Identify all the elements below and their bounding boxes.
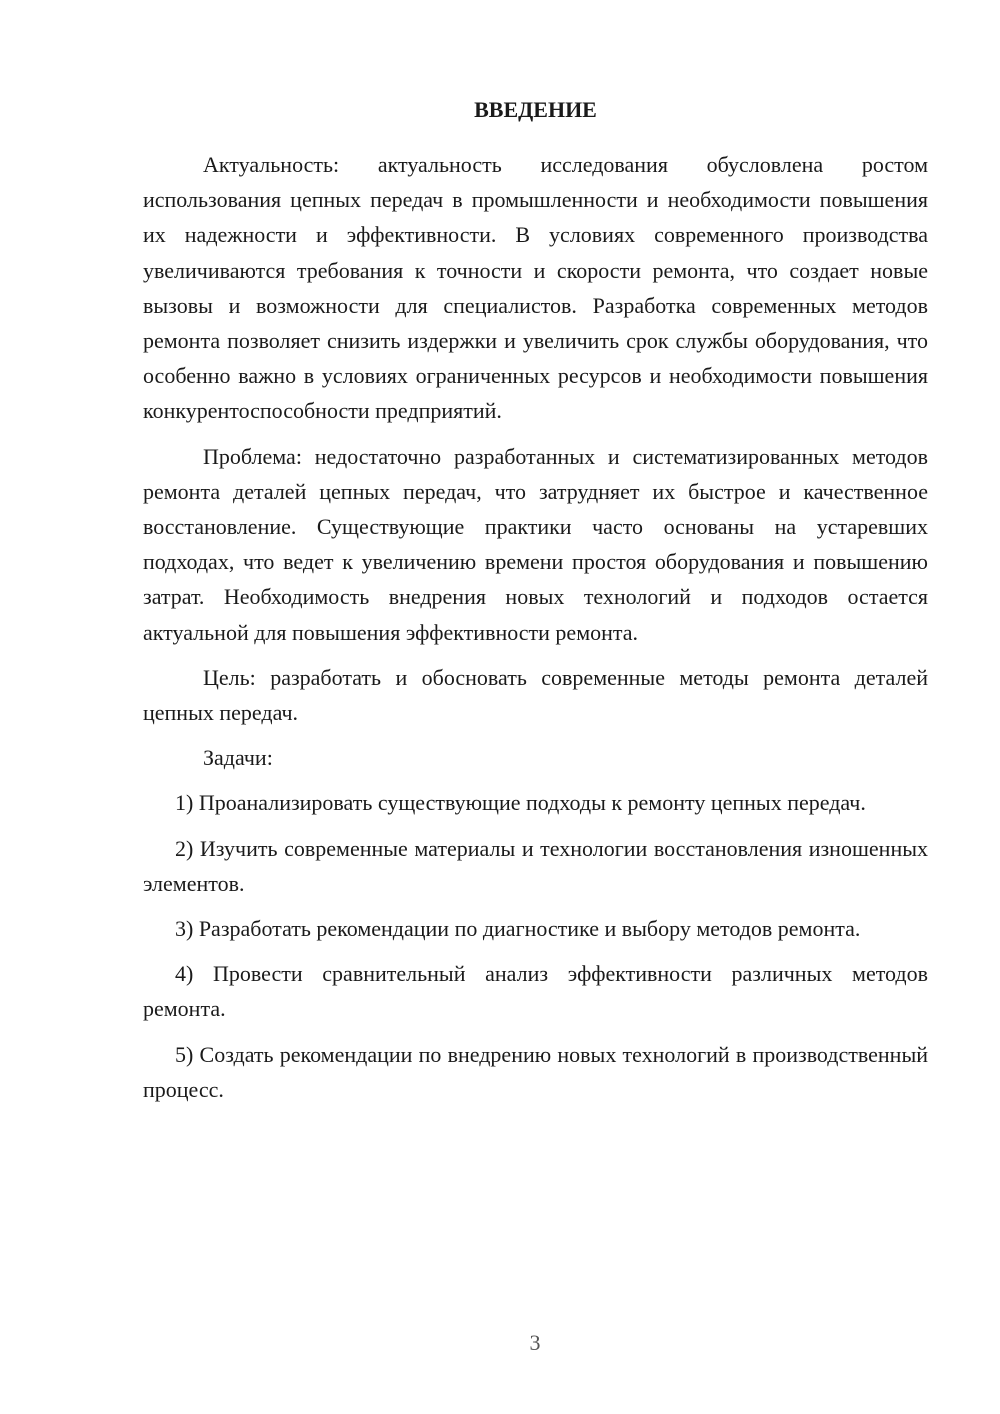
section-heading: ВВЕДЕНИЕ (474, 97, 597, 122)
task-item-5: 5) Создать рекомендации по внедрению новых технологий в производственный процесс. (143, 1041, 928, 1102)
task-item-4: 4) Провести сравнительный анализ эффективности различных методов ремонта. (143, 961, 928, 1022)
task-item-3: 3) Разработать рекомендации по диагностике и выбору методов ремонта. (175, 916, 861, 942)
paragraph-relevance: Актуальность: актуальность исследования обусловлена ростом использования цепных передач в промышленности и необходимости повышения их надежности и эффективности. В условиях современного производства увеличиваются требования к точности и скорости ремонта, что создает новые вызовы и возможности для специалистов. Разработка современных методов ремонта позволяет снизить издержки и увеличить срок службы оборудования, что особенно важно в условиях ограниченных ресурсов и необходимости повышения конкурентоспособности предприятий. (143, 152, 928, 424)
task-item-2: 2) Изучить современные материалы и технологии восстановления изношенных элементов. (143, 835, 928, 896)
paragraph-goal: Цель: разработать и обосновать современные методы ремонта деталей цепных передач. (143, 664, 928, 726)
paragraph-problem: Проблема: недостаточно разработанных и систематизированных методов ремонта деталей цепных передач, что затрудняет их быстрое и качественное восстановление. Существующие практики часто основаны на устаревших подходах, что ведет к увеличению времени простоя оборудования и повышению затрат. Необходимость внедрения новых технологий и подходов остается актуальной для повышения эффективности ремонта. (143, 443, 928, 645)
task-item-1: 1) Проанализировать существующие подходы к ремонту цепных передач. (175, 790, 866, 816)
paragraph-tasks-label: Задачи: (203, 745, 273, 771)
page-number: 3 (529, 1330, 541, 1355)
document-page (143, 92, 928, 1117)
